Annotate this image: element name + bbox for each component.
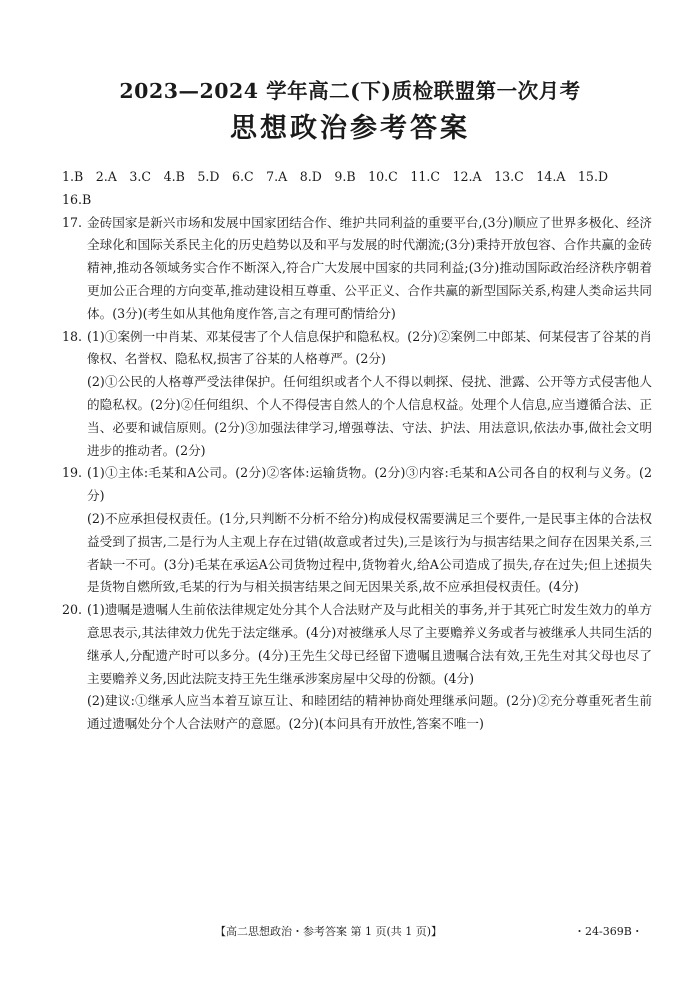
mc-answer: 15.D bbox=[577, 169, 609, 184]
mc-answer: 1.B bbox=[62, 169, 84, 184]
document-subtitle: 思想政治参考答案 bbox=[230, 113, 470, 144]
footer-code: ・24-369B・ bbox=[574, 925, 643, 938]
question-20 bbox=[62, 599, 652, 690]
mc-answer: 14.A bbox=[536, 169, 566, 184]
question-18-part-2: (2)①公民的人格尊严受法律保护。任何组织或者个人不得以刺探、侵扰、泄露、公开等方式侵害他人的隐私权。(2分)②任何组织、个人不得侵害自然人的个人信息权益。处理个人信息,应当遵循合法、正当、必要和诚信原则。(2分)③加强法律学习,增强尊法、守法、护法、用法意识,依法办事,做社会文明进步的推动者。(2分) bbox=[87, 374, 652, 458]
mc-answer: 8.D bbox=[299, 169, 322, 184]
mc-answer: 13.C bbox=[494, 169, 524, 184]
question-answer-text: (1)遗嘱是遗嘱人生前依法律规定处分其个人合法财产及与此相关的事务,并于其死亡时发生效力的单方意思表示,其法律效力优先于法定继承。(4分)对被继承人尽了主要赡养义务或者与被继承人共同生活的继承人,分配遗产时可以多分。(4分)王先生父母已经留下遗嘱且遗嘱合法有效,王先生对其父母也尽了主要赡养义务,因此法院支持王先生继承涉案房屋中父母的份额。(4分) bbox=[87, 602, 652, 686]
question-number: 17. bbox=[62, 214, 83, 230]
question-19-part-2: (2)不应承担侵权责任。(1分,只判断不分析不给分)构成侵权需要满足三个要件,一是民事主体的合法权益受到了损害,二是行为人主观上存在过错(故意或者过失),三是该行为与损害结果之间存在因果关系,三者缺一不可。(3分)毛某在承运A公司货物过程中,货物着火,给A公司造成了损失,存在过失;但上述损失是货物自燃所致,毛某的行为与相关损害结果之间无因果关系,故不应承担侵权责任。(4分) bbox=[87, 510, 652, 595]
mc-answer: 6.C bbox=[231, 169, 254, 184]
document-title: 2023—2024 学年高二(下)质检联盟第一次月考 bbox=[119, 79, 581, 103]
multiple-choice-answers bbox=[62, 166, 652, 212]
question-18 bbox=[62, 326, 652, 372]
question-19 bbox=[62, 462, 652, 508]
mc-answer: 2.A bbox=[95, 169, 117, 184]
answer-content bbox=[62, 166, 652, 736]
mc-answer: 5.D bbox=[197, 169, 220, 184]
question-17 bbox=[62, 212, 652, 326]
question-number: 19. bbox=[62, 465, 83, 481]
question-answer-text: 金砖国家是新兴市场和发展中国家团结合作、维护共同利益的重要平台,(3分)顺应了世界多极化、经济全球化和国际关系民主化的历史趋势以及和平与发展的时代潮流;(3分)秉持开放包容、合作共赢的金砖精神,推动各领域务实合作不断深入,符合广大发展中国家的共同利益;(3分)推动国际政治经济秩序朝着更加公正合理的方向变革,推动建设相互尊重、公平正义、合作共赢的新型国际关系,构建人类命运共同体。(3分)(考生如从其他角度作答,言之有理可酌情给分) bbox=[87, 214, 652, 321]
mc-answer: 16.B bbox=[62, 191, 92, 207]
mc-answer: 7.A bbox=[266, 169, 288, 184]
question-answer-text: (1)①主体:毛某和A公司。(2分)②客体:运输货物。(2分)③内容:毛某和A公司各自的权利与义务。(2分) bbox=[87, 465, 652, 504]
mc-answer: 4.B bbox=[163, 169, 185, 184]
question-20-part-2: (2)建议:①继承人应当本着互谅互让、和睦团结的精神协商处理继承问题。(2分)②充分尊重死者生前通过遗嘱处分个人合法财产的意愿。(2分)(本问具有开放性,答案不唯一) bbox=[87, 693, 652, 732]
mc-answer: 3.C bbox=[129, 169, 152, 184]
mc-answer: 12.A bbox=[452, 169, 482, 184]
mc-answer: 10.C bbox=[368, 169, 398, 184]
mc-answer: 11.C bbox=[410, 169, 440, 184]
question-number: 20. bbox=[62, 602, 83, 618]
question-answer-text: (1)①案例一中肖某、邓某侵害了个人信息保护和隐私权。(2分)②案例二中郎某、何某侵害了谷某的肖像权、名誉权、隐私权,损害了谷某的人格尊严。(2分) bbox=[87, 328, 652, 367]
footer-page-info: 【高二思想政治・参考答案 第 1 页(共 1 页)】 bbox=[215, 925, 443, 938]
mc-answer: 9.B bbox=[334, 169, 356, 184]
question-number: 18. bbox=[62, 328, 83, 344]
